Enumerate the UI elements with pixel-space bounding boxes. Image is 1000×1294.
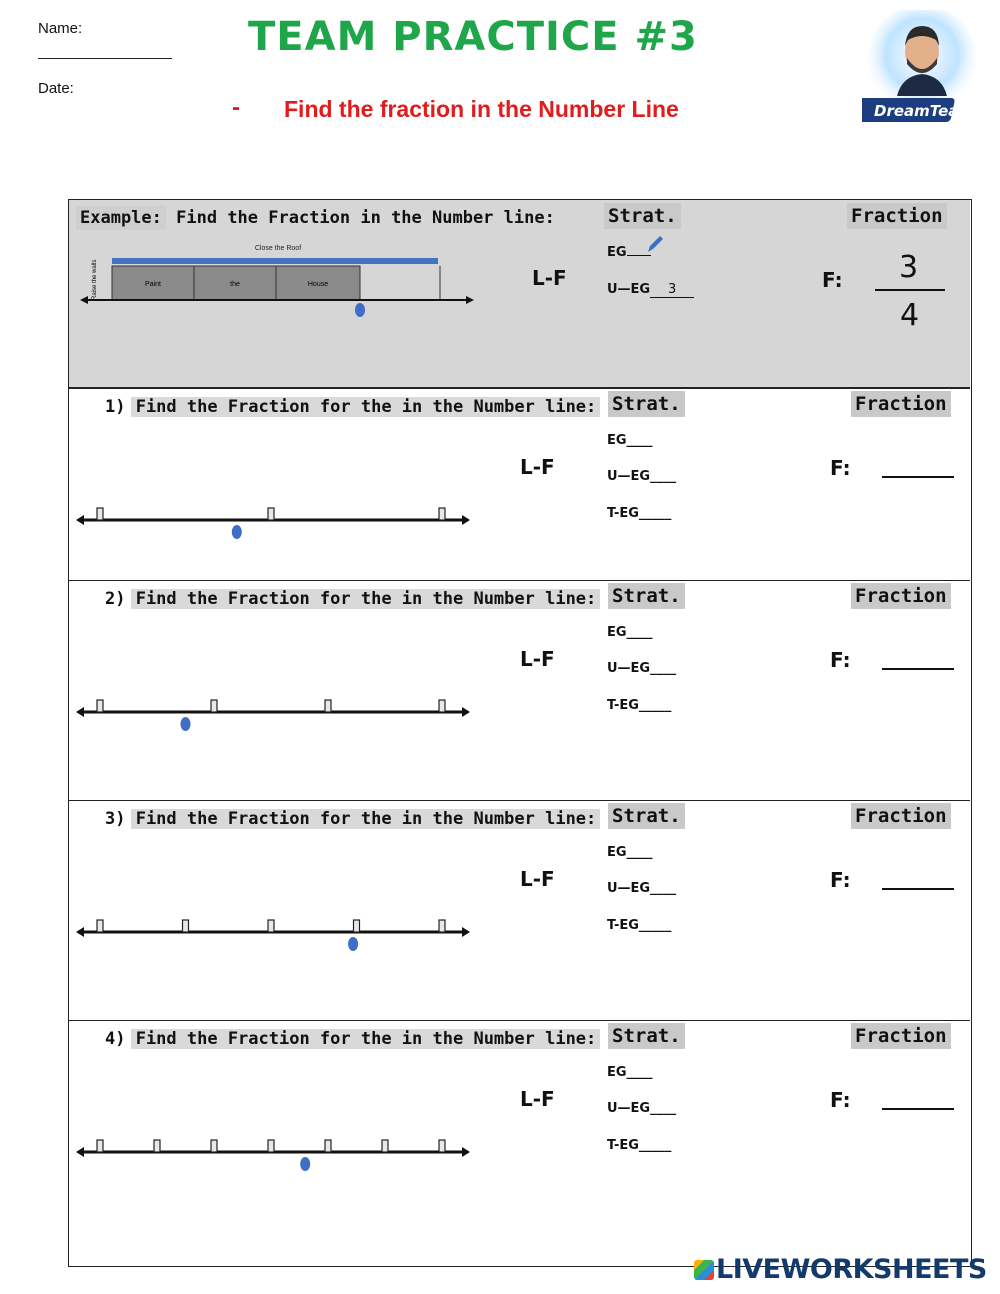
ueg-option[interactable]: U—EG____ (607, 1101, 677, 1116)
point-dot (181, 717, 191, 731)
example-denominator: 4 (900, 298, 920, 333)
problem-heading: 3) Find the Fraction for the in the Number line: (105, 809, 600, 829)
svg-text:Paint: Paint (145, 281, 161, 288)
eg-option[interactable]: EG____ (607, 1065, 653, 1080)
answer-blank[interactable] (882, 888, 954, 890)
example-dot (355, 303, 365, 317)
page-title: TEAM PRACTICE #3 (248, 14, 698, 60)
tick-mark (439, 920, 445, 932)
svg-text:Close the Roof: Close the Roof (254, 245, 302, 252)
fraction-bar (875, 289, 945, 291)
svg-text:DreamTeam: DreamTeam (874, 102, 974, 120)
date-label: Date: (38, 80, 74, 97)
lf-label: L-F (520, 867, 555, 891)
number-line (74, 692, 474, 742)
eg-option[interactable]: EG____ (607, 625, 653, 640)
arrow-right-icon (462, 707, 470, 717)
ueg-option[interactable]: U—EG____ (607, 661, 677, 676)
eg-option[interactable]: EG____ (607, 845, 653, 860)
example-heading-text: Find the Fraction in the Number line: (176, 208, 555, 228)
example-heading (76, 208, 555, 228)
example-numerator: 3 (899, 250, 919, 285)
problem-heading: 4) Find the Fraction for the in the Number line: (105, 1029, 600, 1049)
tick-mark (154, 1140, 160, 1152)
answer-blank[interactable] (882, 668, 954, 670)
f-label: F: (830, 456, 851, 480)
lf-label: L-F (520, 455, 555, 479)
lf-label: L-F (520, 1087, 555, 1111)
tick-mark (382, 1140, 388, 1152)
roof-bar (112, 258, 438, 264)
tick-mark (97, 1140, 103, 1152)
example-ueg: U—EG 3 (607, 282, 694, 298)
tick-mark (97, 700, 103, 712)
liveworksheets-logo-icon (694, 1260, 714, 1280)
arrow-left-icon (76, 927, 84, 937)
number-line (74, 1132, 474, 1182)
example-strat-title: Strat. (604, 203, 681, 229)
tick-mark (97, 508, 103, 520)
tick-mark (325, 700, 331, 712)
strat-title: Strat. (608, 1023, 685, 1049)
fraction-title: Fraction (851, 391, 951, 417)
tick-mark (268, 1140, 274, 1152)
problem-section (69, 580, 970, 801)
tick-mark (354, 920, 360, 932)
example-eg: EG (607, 245, 651, 260)
dreamteam-logo (862, 10, 982, 130)
svg-text:House: House (307, 281, 329, 288)
f-label: F: (830, 1088, 851, 1112)
point-dot (348, 937, 358, 951)
example-diagram (78, 238, 478, 320)
tick-mark (439, 700, 445, 712)
tick-mark (439, 508, 445, 520)
teg-option[interactable]: T-EG_____ (607, 506, 672, 521)
tick-mark (268, 920, 274, 932)
teg-option[interactable]: T-EG_____ (607, 918, 672, 933)
svg-text:Raise the walls: Raise the walls (92, 259, 98, 300)
fraction-title: Fraction (851, 803, 951, 829)
arrow-right-icon (462, 515, 470, 525)
tick-mark (439, 1140, 445, 1152)
ueg-option[interactable]: U—EG____ (607, 881, 677, 896)
example-prefix: Example: (76, 206, 166, 230)
number-line (74, 912, 474, 962)
answer-blank[interactable] (882, 1108, 954, 1110)
pencil-check-icon (646, 234, 664, 254)
fraction-title: Fraction (851, 1023, 951, 1049)
tick-mark (183, 920, 189, 932)
point-dot (300, 1157, 310, 1171)
answer-blank[interactable] (882, 476, 954, 478)
problem-heading: 2) Find the Fraction for the in the Number line: (105, 589, 600, 609)
strat-title: Strat. (608, 583, 685, 609)
tick-mark (211, 1140, 217, 1152)
teg-option[interactable]: T-EG_____ (607, 698, 672, 713)
arrow-left-icon (76, 515, 84, 525)
example-lf: L-F (532, 266, 567, 290)
teg-option[interactable]: T-EG_____ (607, 1138, 672, 1153)
lf-label: L-F (520, 647, 555, 671)
arrow-left-icon (76, 1147, 84, 1157)
problem-heading: 1) Find the Fraction for the in the Number line: (105, 397, 600, 417)
eg-option[interactable]: EG____ (607, 433, 653, 448)
strat-title: Strat. (608, 391, 685, 417)
name-label: Name: (38, 20, 83, 37)
fraction-title: Fraction (851, 583, 951, 609)
arrow-left-icon (76, 707, 84, 717)
f-label: F: (830, 868, 851, 892)
point-dot (232, 525, 242, 539)
liveworksheets-watermark: LIVEWORKSHEETS (694, 1254, 987, 1285)
tick-mark (211, 700, 217, 712)
subtitle-dash: - (232, 94, 240, 121)
tick-mark (268, 508, 274, 520)
tick-mark (97, 920, 103, 932)
arrow-right-icon (462, 927, 470, 937)
ueg-option[interactable]: U—EG____ (607, 469, 677, 484)
example-f-label: F: (822, 268, 843, 292)
strat-title: Strat. (608, 803, 685, 829)
arrow-right-icon (462, 1147, 470, 1157)
f-label: F: (830, 648, 851, 672)
problem-section (69, 800, 970, 1021)
number-line (74, 500, 474, 550)
tick-mark (325, 1140, 331, 1152)
name-line[interactable] (38, 58, 172, 59)
svg-text:the: the (230, 281, 240, 288)
example-fraction-title: Fraction (847, 203, 947, 229)
page-subtitle: Find the fraction in the Number Line (284, 96, 679, 122)
